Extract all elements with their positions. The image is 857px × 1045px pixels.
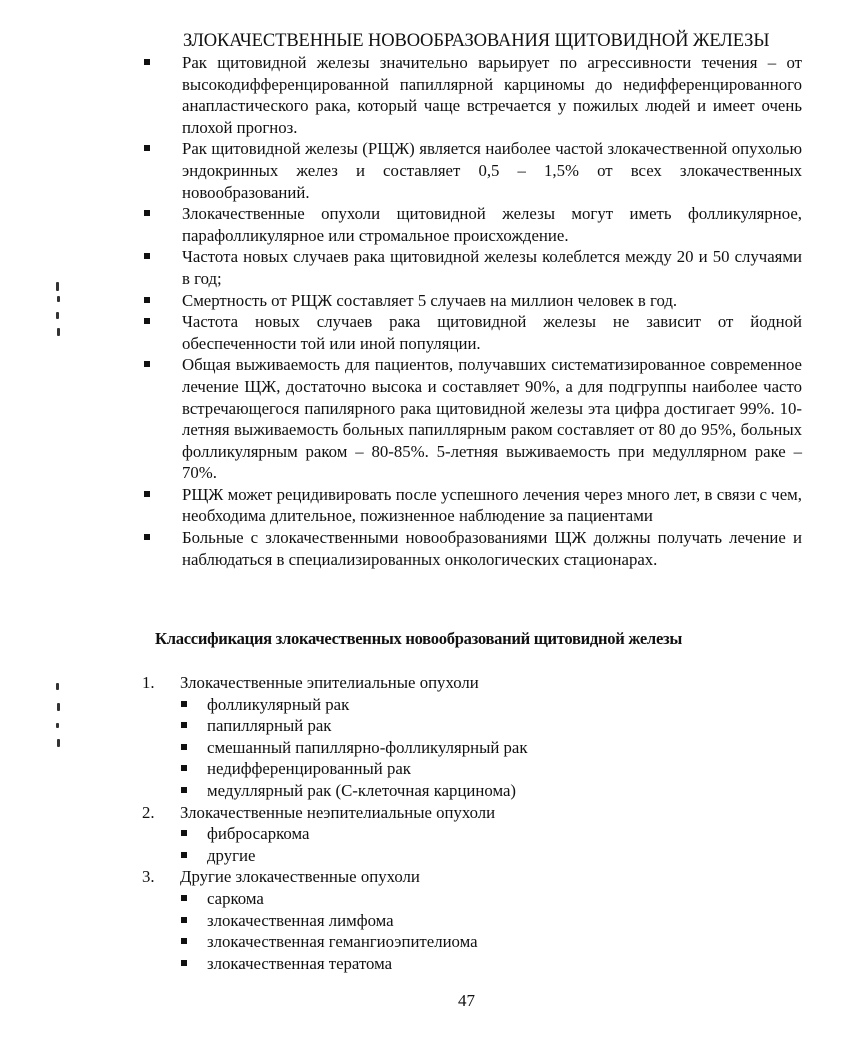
fact-item bbox=[142, 354, 802, 484]
bullet-marker bbox=[181, 895, 187, 901]
classification-heading: Классификация злокачественных новообразований щитовидной железы bbox=[155, 629, 683, 648]
subtype-text: смешанный папиллярно-фолликулярный рак bbox=[207, 737, 528, 757]
bullet-marker bbox=[181, 701, 187, 707]
bullet-marker bbox=[144, 318, 150, 324]
fact-text: Рак щитовидной железы (РЩЖ) является наиболее частой злокачественной опухолью эндокринных желез и составляет 0,5 – 1,5% от всех злокачественных новообразований. bbox=[182, 139, 802, 202]
bullet-marker bbox=[181, 960, 187, 966]
bullet-marker bbox=[144, 361, 150, 367]
subtype-text: злокачественная тератома bbox=[207, 953, 393, 973]
group-label: Другие злокачественные опухоли bbox=[180, 867, 420, 887]
bullet-marker bbox=[144, 491, 150, 497]
fact-text: Частота новых случаев рака щитовидной железы колеблется между 20 и 50 случаями в год; bbox=[182, 247, 802, 288]
subtype-item bbox=[140, 715, 740, 737]
fact-item bbox=[142, 52, 802, 138]
group-number: 2. bbox=[142, 802, 155, 822]
bullet-marker bbox=[181, 722, 187, 728]
subtype-text: злокачественная гемангиоэпителиома bbox=[207, 932, 478, 952]
classification-list bbox=[140, 672, 740, 974]
bullet-marker bbox=[181, 917, 187, 923]
fact-item bbox=[142, 527, 802, 570]
bullet-marker bbox=[144, 253, 150, 259]
fact-text: Рак щитовидной железы значительно варьирует по агрессивности течения – от высокодифференцированной папиллярной карциномы до недифференцированного анапластического рака, который чаще встречается у пожилых людей и имеет очень плохой прогноз. bbox=[182, 53, 802, 137]
classification-group bbox=[140, 866, 740, 974]
subtype-item bbox=[140, 910, 740, 932]
subtype-text: фибросаркома bbox=[207, 824, 310, 844]
fact-item bbox=[142, 138, 802, 203]
subtype-item bbox=[140, 953, 740, 975]
subtype-item bbox=[140, 845, 740, 867]
bullet-marker bbox=[181, 852, 187, 858]
group-number: 3. bbox=[142, 867, 155, 887]
classification-group bbox=[140, 802, 740, 867]
subtype-text: недифференцированный рак bbox=[207, 759, 411, 779]
subtype-item bbox=[140, 694, 740, 716]
facts-list bbox=[142, 52, 802, 570]
subtype-item bbox=[140, 931, 740, 953]
bullet-marker bbox=[144, 210, 150, 216]
subtype-text: другие bbox=[207, 845, 256, 865]
bullet-marker bbox=[181, 938, 187, 944]
bullet-marker bbox=[144, 59, 150, 65]
fact-item bbox=[142, 246, 802, 289]
subtype-item bbox=[140, 780, 740, 802]
subtype-text: фолликулярный рак bbox=[207, 694, 350, 714]
subtype-item bbox=[140, 823, 740, 845]
page-number: 47 bbox=[458, 991, 475, 1010]
fact-item bbox=[142, 484, 802, 527]
group-number: 1. bbox=[142, 673, 155, 692]
bullet-marker bbox=[144, 297, 150, 303]
fact-item bbox=[142, 311, 802, 354]
subtype-list bbox=[140, 823, 740, 866]
bullet-marker bbox=[181, 787, 187, 793]
subtype-list bbox=[140, 694, 740, 802]
bullet-marker bbox=[144, 534, 150, 540]
fact-item bbox=[142, 290, 802, 312]
subtype-item bbox=[140, 888, 740, 910]
bullet-marker bbox=[181, 744, 187, 750]
group-label: Злокачественные неэпителиальные опухоли bbox=[180, 802, 496, 822]
fact-text: Больные с злокачественными новообразованиями ЩЖ должны получать лечение и наблюдаться в специализированных онкологических стационарах. bbox=[182, 528, 802, 569]
bullet-marker bbox=[181, 765, 187, 771]
classification-group bbox=[140, 672, 740, 802]
fact-item bbox=[142, 203, 802, 246]
bullet-marker bbox=[181, 830, 187, 836]
fact-text: Частота новых случаев рака щитовидной железы не зависит от йодной обеспеченности той или иной популяции. bbox=[182, 312, 802, 353]
subtype-item bbox=[140, 758, 740, 780]
bullet-marker bbox=[144, 145, 150, 151]
fact-text: РЩЖ может рецидивировать после успешного лечения через много лет, в связи с чем, необходима длительное, пожизненное наблюдение за пациентами bbox=[182, 484, 802, 526]
subtype-text: саркома bbox=[207, 888, 264, 908]
subtype-item bbox=[140, 737, 740, 759]
subtype-text: папиллярный рак bbox=[207, 716, 332, 736]
subtype-text: медуллярный рак (С-клеточная карцинома) bbox=[207, 780, 517, 800]
fact-text: Смертность от РЩЖ составляет 5 случаев на миллион человек в год. bbox=[182, 290, 678, 310]
fact-text: Общая выживаемость для пациентов, получавших систематизированное современное лечение ЩЖ, достаточно высока и составляет 90%, а для подгруппы наиболее часто встречающегося папилярного рака щитовидной железы эта цифра достигает 99%. 10-летняя выживаемость больных папиллярным раком составляет от 80 до 95%, больных фолликулярным раком – 80-85%. 5-летняя выживаемость при медуллярном раке – 70%. bbox=[182, 355, 802, 483]
fact-text: Злокачественные опухоли щитовидной железы могут иметь фолликулярное, парафолликулярное или стромальное происхождение. bbox=[182, 204, 802, 245]
page-title: ЗЛОКАЧЕСТВЕННЫЕ НОВООБРАЗОВАНИЯ ЩИТОВИДНОЙ ЖЕЛЕЗЫ bbox=[183, 31, 770, 51]
subtype-text: злокачественная лимфома bbox=[207, 910, 394, 930]
subtype-list bbox=[140, 888, 740, 974]
group-label: Злокачественные эпителиальные опухоли bbox=[180, 673, 479, 692]
